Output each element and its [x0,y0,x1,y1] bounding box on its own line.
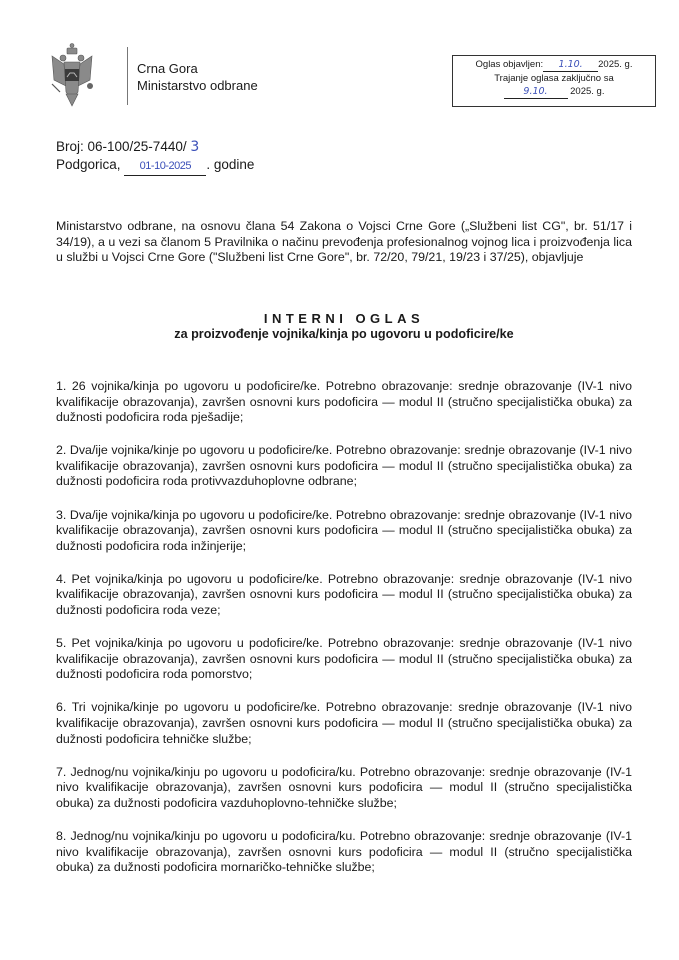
end-date-line: 9.10. 2025. g. [453,85,655,99]
list-item: 2. Dva/ije vojnika/kinje po ugovoru u podoficire/ke. Potrebno obrazovanje: srednje obrazovanje (IV-1 nivo kvalifikacije obrazovanja), završen osnovni kurs podoficira — modul II (stručno specijalistička obuka) za dužnosti podoficira roda protivvazduhoplovne odbrane; [56,443,632,489]
place-date: Podgorica, 01-10-2025 . godine [56,156,254,176]
montenegro-coat-of-arms-icon [48,42,96,108]
ministry-name: Ministarstvo odbrane [137,78,258,93]
position-list [56,379,632,893]
title-main: INTERNI OGLAS [263,311,425,326]
publication-notice-box [452,55,656,107]
list-item: 8. Jednog/nu vojnika/kinju po ugovoru u podoficira/ku. Potrebno obrazovanje: srednje obrazovanje (IV-1 nivo kvalifikacije obrazovanja), završen osnovni kurs podoficira — modul II (stručno specijalistička obuka) za dužnosti podoficira mornaričko-tehničke službe; [56,828,632,875]
list-item: 6. Tri vojnika/kinje po ugovoru u podoficire/ke. Potrebno obrazovanje: srednje obrazovanje (IV-1 nivo kvalifikacije obrazovanja), završen osnovni kurs podoficira — modul II (stručno specijalistička obuka) za dužnosti podoficira tehničke službe; [56,700,632,746]
number-handwritten: 3 [190,139,200,155]
published-date-handwritten: 1.10. [558,59,583,70]
document-reference [56,138,254,176]
duration-label: Trajanje oglasa zaključno sa [494,73,614,84]
list-item: 7. Jednog/nu vojnika/kinju po ugovoru u podoficira/ku. Potrebno obrazovanje: srednje obrazovanje (IV-1 nivo kvalifikacije obrazovanja), završen osnovni kurs podoficira — modul II (stručno specijalistička obuka) za dužnosti podoficira vazduhoplovno-tehničke službe; [56,764,632,810]
published-line: Oglas objavljen: 1.10. 2025. g. [475,59,633,70]
document-number: Broj: 06-100/25-7440/ 3 [56,139,200,155]
list-item: 5. Pet vojnika/kinja po ugovoru u podoficire/ke. Potrebno obrazovanje: srednje obrazovanje (IV-1 nivo kvalifikacije obrazovanja), završen osnovni kurs podoficira — modul II (stručno specijalistička obuka) za dužnosti podoficira roda pomorstvo; [56,636,632,682]
organization-header [137,60,258,94]
date-stamp: 01-10-2025 [139,160,191,172]
country-name: Crna Gora [137,61,198,76]
header-divider [127,47,128,105]
list-item: 3. Dva/ije vojnika/kinja po ugovoru u podoficire/ke. Potrebno obrazovanje: srednje obrazovanje (IV-1 nivo kvalifikacije obrazovanja), završen osnovni kurs podoficira — modul II (stručno specijalistička obuka) za dužnosti podoficira roda inžinjerije; [56,507,632,553]
list-item: 4. Pet vojnika/kinja po ugovoru u podoficire/ke. Potrebno obrazovanje: srednje obrazovanje (IV-1 nivo kvalifikacije obrazovanja), završen osnovni kurs podoficira — modul II (stručno specijalistička obuka) za dužnosti podoficira roda veze; [56,571,632,618]
announcement-title [56,311,632,341]
intro-paragraph: Ministarstvo odbrane, na osnovu člana 54 Zakona o Vojsci Crne Gore („Službeni list CG", br. 51/17 i 34/19), a u vezi sa članom 5 Pravilnika o načinu prevođenja profesionalnog vojnog lica i proizvođenja lica u službi u Vojsci Crne Gore ("Službeni list Crne Gore", br. 72/20, 79/21, 19/23 i 37/25), objavljuje [56,219,632,265]
title-subtitle: za proizvođenje vojnika/kinja po ugovoru u podoficire/ke [174,327,514,341]
end-date-handwritten: 9.10. [523,86,548,97]
list-item: 1. 26 vojnika/kinja po ugovoru u podoficire/ke. Potrebno obrazovanje: srednje obrazovanje (IV-1 nivo kvalifikacije obrazovanja), završen osnovni kurs podoficira — modul II (stručno specijalistička obuka) za dužnosti podoficira roda pješadije; [56,379,632,425]
